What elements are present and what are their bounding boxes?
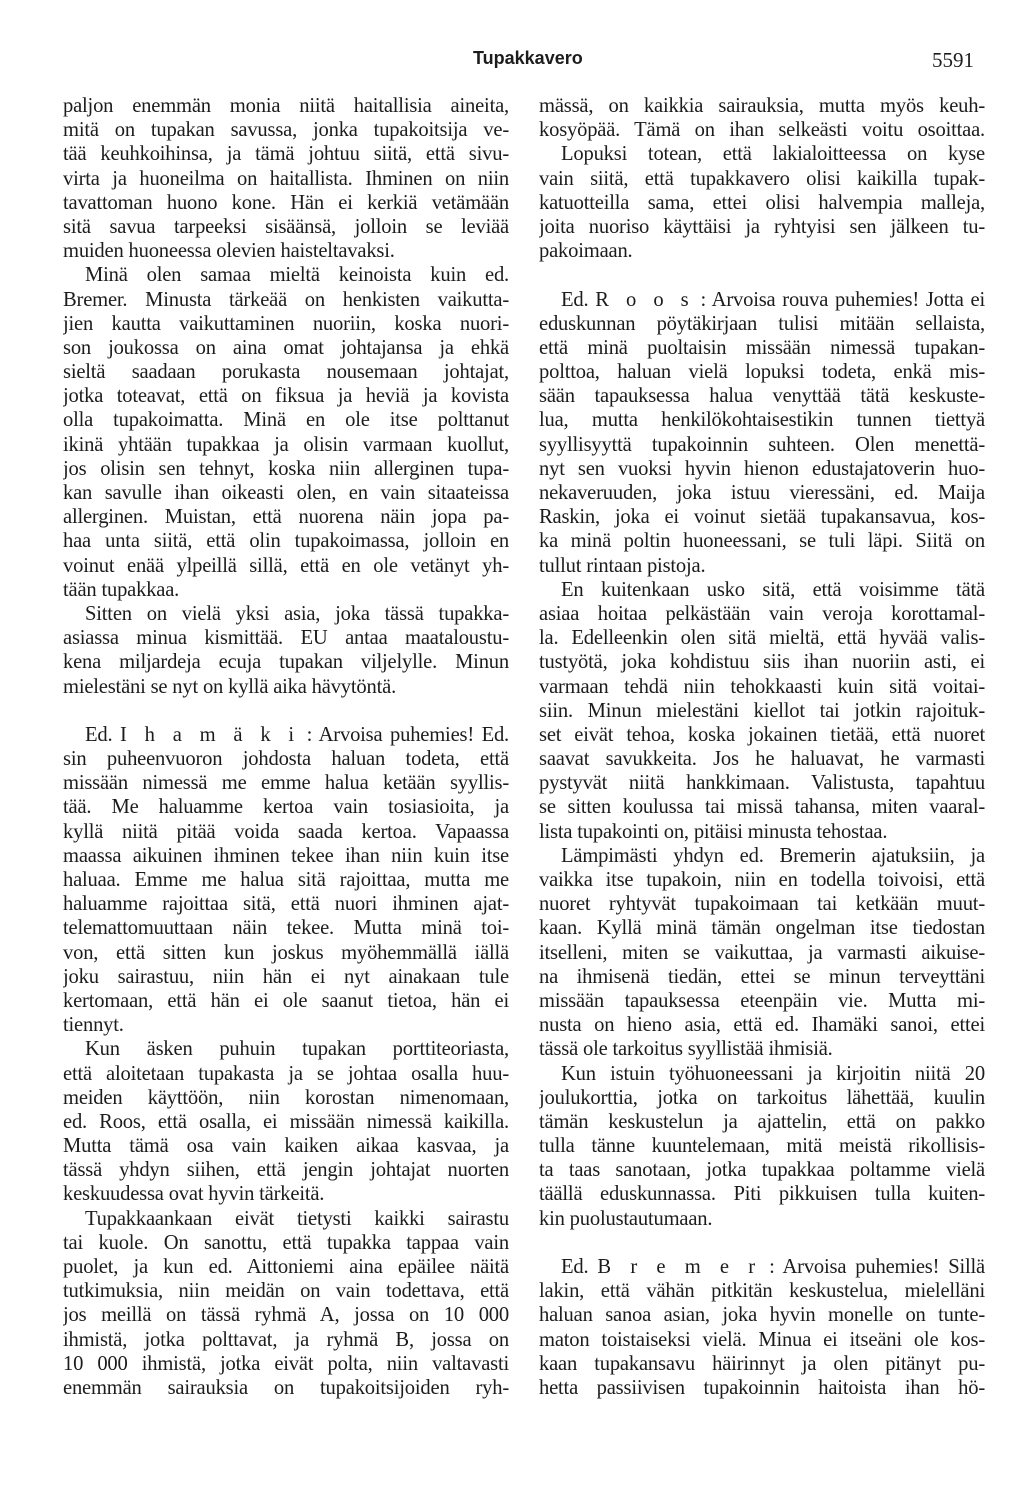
text-line: voinut enää ylpeillä sillä, että en ole vetänyt yh- xyxy=(63,554,509,577)
text-line: saavat savukkeita. Jos he haluavat, he varmasti xyxy=(539,748,985,771)
text-line: Lopuksi totean, että lakialoitteessa on kyse xyxy=(561,143,985,166)
text-line: tullut rintaan pistoja. xyxy=(539,554,706,577)
text-line: varmaan tehdä niin tehokkaasti kuin sitä voitai- xyxy=(539,675,985,698)
text-line: son joukossa on aina omat johtajansa ja ehkä xyxy=(63,336,509,359)
text-line: jos olisin sen tehnyt, koska niin allerginen tupa- xyxy=(63,457,509,480)
text-line: Sitten on vielä yksi asia, joka tässä tupakka- xyxy=(85,602,509,625)
text-line: asiaa hoitaa pelkästään vain veroja korottamal- xyxy=(539,602,985,625)
text-line: mässä, on kaikkia sairauksia, mutta myös keuh- xyxy=(539,95,985,117)
text-line: hetta passiivisen tupakoinnin haitoista ihan hö- xyxy=(539,1376,985,1399)
text-line: missään nimessä me emme halua ketään syyllis- xyxy=(63,772,509,795)
text-line: Bremer. Minusta tärkeää on henkisten vaikutta- xyxy=(63,288,509,311)
text-line: enemmän sairauksia on tupakoitsijoiden ryh- xyxy=(63,1376,509,1399)
text-line: 10 000 ihmistä, jotka eivät polta, niin valtavasti xyxy=(63,1352,509,1375)
text-line: pakoimaan. xyxy=(539,240,633,263)
text-line: tässä yhdyn siihen, että jengin johtajat nuorten xyxy=(63,1159,509,1182)
text-line: lista tupakointi on, pitäisi minusta tehostaa. xyxy=(539,820,888,843)
text-line: pystyvät niitä hankkimaan. Valistusta, tapahtuu xyxy=(539,772,985,795)
text-line: tässä ole tarkoitus syyllistää ihmisiä. xyxy=(539,1038,833,1061)
text-line: kertomaan, että hän ei ole saanut tietoa, hän ei xyxy=(63,989,509,1012)
text-line: von, että sitten kun joskus myöhemmällä iällä xyxy=(63,941,509,964)
text-line: jos meillä on tässä ryhmä A, jossa on 10 000 xyxy=(63,1304,509,1327)
text-line: tään tupakkaa. xyxy=(63,578,180,601)
text-line: jotka toteavat, että on fiksua ja heviä ja kovista xyxy=(63,385,509,408)
text-line: itselleni, miten se vaikuttaa, ja varmasti aikuise- xyxy=(539,941,985,964)
text-line: En kuitenkaan usko sitä, että voisimme tätä xyxy=(561,578,985,601)
text-line: nuoret ryhtyvät tupakoimaan tai ketkään muut- xyxy=(539,893,985,916)
speaker-name: R o o s xyxy=(595,288,694,311)
text-line: tää. Me haluamme kertoa vain tosiasioita, ja xyxy=(63,796,509,819)
text-line: maton toistaiseksi vielä. Minua ei itseäni ole kos- xyxy=(539,1328,985,1351)
speaker-line: Ed. B r e m e r : Arvoisa puhemies! Sillä xyxy=(561,1256,985,1278)
text-line: mielestäni se nyt on kyllä aika hävytöntä. xyxy=(63,675,397,698)
text-line: sin puheenvuoron johdosta haluan todeta, että xyxy=(63,748,509,771)
text-line: olla tupakoimatta. Minä en ole itse polttanut xyxy=(63,409,509,432)
text-line: eduskunnan pöytäkirjaan tulisi mitään sellaista, xyxy=(539,312,985,335)
text-line: se sitten koulussa tai missä tahansa, miten vaaral- xyxy=(539,796,985,819)
text-line: ikinä yhtään tupakkaa ja olisin varmaan kuollut, xyxy=(63,433,509,456)
speaker-name: B r e m e r xyxy=(597,1256,761,1278)
text-line: la. Edelleenkin olen sitä mieltä, että hyvää valis- xyxy=(539,627,985,650)
text-line: na ihmisenä tiedän, ettei se minun terveyttäni xyxy=(539,965,985,988)
text-line: tää keuhkoihinsa, ja tämä johtuu siitä, että sivu- xyxy=(63,143,509,166)
text-line: sieltä saadaan porukasta nousemaan johtajat, xyxy=(63,361,509,384)
paragraph-gap xyxy=(539,263,985,287)
text-line: katuotteilla sama, ettei olisi halvempia malleja, xyxy=(539,191,985,214)
text-line: haluan sanoa asian, joka hyvin monelle on tunte- xyxy=(539,1304,985,1327)
text-line: kosyöpää. Tämä on ihan selkeästi voitu osoittaa. xyxy=(539,119,985,142)
text-line: Minä olen samaa mieltä keinoista kuin ed. xyxy=(85,264,509,287)
paragraph-gap xyxy=(63,699,509,723)
text-line: syyllisyyttä tupakoinnin suhteen. Olen menettä- xyxy=(539,433,985,456)
text-line: jien kautta vaikuttaminen nuoriin, koska nuori- xyxy=(63,312,509,335)
text-line: lua, mutta henkilökohtaisestikin tunnen tiettyä xyxy=(539,409,985,432)
text-line: haluamme rajoittaa sitä, että nuori ihminen ajat- xyxy=(63,893,509,916)
text-line: muiden huoneessa olevien haisteltavaksi. xyxy=(63,240,395,263)
text-line: Kun äsken puhuin tupakan porttiteoriasta, xyxy=(85,1038,509,1061)
text-line: ihmistä, jotka polttavat, ja ryhmä B, jossa on xyxy=(63,1328,509,1351)
text-line: Lämpimästi yhdyn ed. Bremerin ajatuksiin, ja xyxy=(561,844,985,867)
text-line: kaan. Kyllä minä tämän ongelman itse tiedostan xyxy=(539,917,985,940)
text-line: joulukorttia, jotka on tarkoitus lähettää, kuulin xyxy=(539,1086,985,1109)
text-line: sään tapauksessa halua venyttää tätä keskuste- xyxy=(539,385,985,408)
text-line: kena miljardeja ecuja tupakan viljelylle. Minun xyxy=(63,651,509,674)
text-line: kaan tupakansavu häirinnyt ja olen pitänyt pu- xyxy=(539,1352,985,1375)
paragraph-gap xyxy=(539,1231,985,1255)
text-line: tiennyt. xyxy=(63,1014,124,1037)
text-line: nyt sen vuoksi hyvin hienon edustajatoverin huo- xyxy=(539,457,985,480)
left-text-column xyxy=(63,94,509,1400)
text-line: täällä eduskunnassa. Piti pikkuisen tulla kuiten- xyxy=(539,1183,985,1206)
text-line: kan savulle ihan oikeasti olen, en vain sitaateissa xyxy=(63,482,509,504)
text-line: puolet, ja kun ed. Aittoniemi aina epäilee näitä xyxy=(63,1256,509,1278)
text-line: tustyötä, joka kohdistuu siis ihan nuoriin asti, ei xyxy=(539,651,985,674)
text-line: tutkimuksia, niin meidän on vain todettava, että xyxy=(63,1280,509,1303)
text-line: missään tapauksessa eteenpäin vie. Mutta mi- xyxy=(539,989,985,1012)
text-line: mitä on tupakan savussa, jonka tupakoitsija ve- xyxy=(63,119,509,142)
text-line: maassa aikuinen ihminen tekee ihan niin kuin itse xyxy=(63,844,509,867)
text-line: haa unta siitä, että olin tupakoimassa, jolloin en xyxy=(63,530,509,553)
text-line: allerginen. Muistan, että nuorena näin jopa pa- xyxy=(63,506,509,529)
text-line: joku sairastuu, niin hän ei nyt ainakaan tule xyxy=(63,965,509,988)
text-line: virta ja huoneilma on haitallista. Ihminen on niin xyxy=(63,167,509,190)
text-line: nusta on hieno asia, että ed. Ihamäki sanoi, ettei xyxy=(539,1014,985,1037)
right-text-column xyxy=(539,94,985,1400)
text-line: nekaveruuden, joka istuu vieressäni, ed. Maija xyxy=(539,482,985,504)
text-line: kyllä niitä pitää voida saada kertoa. Vapaassa xyxy=(63,820,509,843)
text-line: polttoa, haluan vielä lopuksi todeta, enkä mis- xyxy=(539,361,985,384)
text-line: telemattomuuttaan näin tekee. Mutta minä toi- xyxy=(63,917,509,940)
text-line: ta taas sanotaan, jotka tupakkaa poltamme vielä xyxy=(539,1159,985,1182)
text-line: että minä puoltaisin missään nimessä tupakan- xyxy=(539,336,985,359)
text-line: tämän keskustelun ja ajattelin, että on pakko xyxy=(539,1110,985,1133)
text-line: lakin, että vähän pitkitän keskustelua, mielelläni xyxy=(539,1280,985,1303)
text-line: vain siitä, että tupakkavero olisi kaikilla tupak- xyxy=(539,167,985,190)
text-line: ed. Roos, että osalla, ei missään nimessä kaikilla. xyxy=(63,1110,509,1133)
running-title: Tupakkavero xyxy=(473,48,583,68)
text-line: asiassa minua kismittää. EU antaa maataloustu- xyxy=(63,627,509,650)
text-line: tavattoman huono kone. Hän ei kerkiä vetämään xyxy=(63,191,509,214)
page-header xyxy=(0,48,1024,78)
speaker-name: I h a m ä k i xyxy=(120,723,300,746)
text-line: meiden käyttöön, niin korostan nimenomaan, xyxy=(63,1086,509,1109)
text-line: paljon enemmän monia niitä haitallisia aineita, xyxy=(63,95,509,117)
text-line: Kun istuin työhuoneessani ja kirjoitin niitä 20 xyxy=(561,1062,985,1085)
text-line: siin. Minun mielestäni kiellot tai jotkin rajoituk- xyxy=(539,699,985,722)
text-line: haluaa. Emme me halua sitä rajoittaa, mutta me xyxy=(63,869,509,891)
speaker-line: Ed. R o o s : Arvoisa rouva puhemies! Jotta ei xyxy=(561,288,985,311)
text-line: että aloitetaan tupakasta ja se johtaa osalla huu- xyxy=(63,1062,509,1085)
text-line: ka minä poltin huoneessani, se tuli läpi. Siitä on xyxy=(539,530,985,553)
text-line: vaikka itse tupakoin, niin en todella toivoisi, että xyxy=(539,869,985,891)
text-line: Mutta tämä osa vain kaiken aikaa kasvaa, ja xyxy=(63,1135,509,1158)
text-line: joita nuoriso käyttäisi ja ryhtyisi sen jälkeen tu- xyxy=(539,215,985,238)
text-line: tulla tänne kuuntelemaan, mitä meistä rikollisis- xyxy=(539,1135,985,1158)
text-line: tai kuole. On sanottu, että tupakka tappaa vain xyxy=(63,1231,509,1254)
speaker-line: Ed. I h a m ä k i : Arvoisa puhemies! Ed. xyxy=(85,723,509,746)
text-line: keskuudessa ovat hyvin tärkeitä. xyxy=(63,1183,325,1206)
page-number: 5591 xyxy=(932,48,974,72)
text-line: kin puolustautumaan. xyxy=(539,1207,713,1230)
text-line: set eivät tehoa, koska jokainen tietää, että nuoret xyxy=(539,723,985,746)
text-line: Tupakkaankaan eivät tietysti kaikki sairastu xyxy=(85,1207,509,1230)
text-line: Raskin, joka ei voinut sietää tupakansavua, kos- xyxy=(539,506,985,529)
text-line: sitä savua tarpeeksi sisäänsä, jolloin se leviää xyxy=(63,215,509,238)
